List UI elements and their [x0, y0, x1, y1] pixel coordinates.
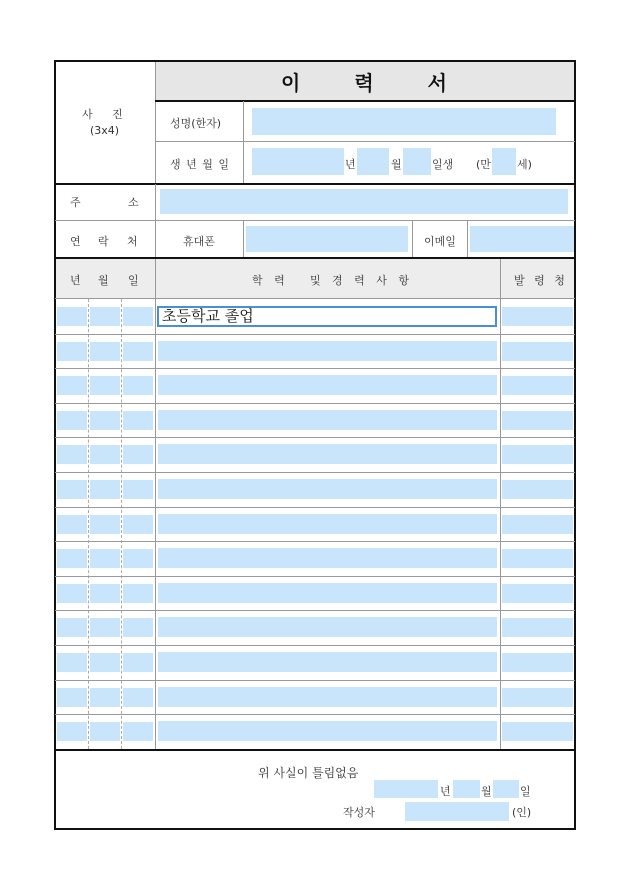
row-history-input-active[interactable]: 초등학교 졸업	[157, 306, 497, 327]
title-char-2: 력	[354, 70, 376, 95]
writer-field[interactable]	[405, 802, 509, 821]
row-month-field[interactable]	[90, 376, 120, 395]
row-year-field[interactable]	[57, 653, 87, 672]
row-year-field[interactable]	[57, 480, 87, 499]
birth-day-field[interactable]	[403, 148, 431, 175]
row-month-field[interactable]	[90, 688, 120, 707]
divider	[55, 183, 575, 185]
birth-label: 생 년 월 일	[170, 158, 230, 171]
row-day-field[interactable]	[123, 480, 153, 499]
header-month: 월	[98, 274, 109, 287]
row-issuer-field[interactable]	[502, 411, 573, 430]
divider	[243, 101, 244, 184]
row-issuer-field[interactable]	[502, 342, 573, 361]
row-divider	[55, 334, 575, 335]
row-divider	[55, 610, 575, 611]
birth-year-field[interactable]	[252, 148, 344, 175]
header-history-1: 학 력	[252, 274, 289, 287]
row-year-field[interactable]	[57, 688, 87, 707]
row-history-field[interactable]	[158, 583, 497, 603]
row-history-field[interactable]	[158, 652, 497, 672]
row-year-field[interactable]	[57, 307, 87, 326]
photo-label: 사 진	[82, 108, 131, 121]
email-label: 이메일	[424, 235, 456, 248]
row-month-field[interactable]	[90, 342, 120, 361]
row-day-field[interactable]	[123, 653, 153, 672]
row-history-field[interactable]	[158, 721, 497, 741]
row-day-field[interactable]	[123, 307, 153, 326]
divider	[155, 259, 156, 749]
divider	[412, 221, 413, 258]
mobile-label: 휴대폰	[183, 235, 215, 248]
row-day-field[interactable]	[123, 445, 153, 464]
row-divider	[55, 680, 575, 681]
row-year-field[interactable]	[57, 549, 87, 568]
row-issuer-field[interactable]	[502, 722, 573, 741]
sign-month-unit: 월	[481, 785, 492, 798]
divider	[121, 299, 122, 749]
divider	[55, 298, 575, 299]
contact-label-2: 락	[98, 235, 109, 248]
row-year-field[interactable]	[57, 584, 87, 603]
address-label-2: 소	[128, 196, 139, 209]
sign-year-unit: 년	[440, 785, 451, 798]
name-label: 성명(한자)	[170, 117, 222, 130]
age-field[interactable]	[492, 148, 516, 175]
row-history-field[interactable]	[158, 444, 497, 464]
row-day-field[interactable]	[123, 411, 153, 430]
sign-year-field[interactable]	[374, 780, 438, 798]
sign-day-field[interactable]	[493, 780, 519, 798]
row-day-field[interactable]	[123, 515, 153, 534]
age-open: (만	[476, 158, 491, 171]
row-history-field[interactable]	[158, 341, 497, 361]
row-history-field[interactable]	[158, 514, 497, 534]
seal-label: (인)	[512, 806, 532, 819]
row-issuer-field[interactable]	[502, 376, 573, 395]
statement: 위 사실이 틀림없음	[258, 766, 359, 780]
row-day-field[interactable]	[123, 688, 153, 707]
header-history-2: 및	[310, 274, 321, 287]
row-day-field[interactable]	[123, 376, 153, 395]
row-divider	[55, 576, 575, 577]
row-month-field[interactable]	[90, 307, 120, 326]
row-issuer-field[interactable]	[502, 480, 573, 499]
sign-month-field[interactable]	[453, 780, 480, 798]
title-char-1: 이	[281, 70, 303, 95]
row-month-field[interactable]	[90, 584, 120, 603]
header-issuer: 발 령 청	[514, 274, 568, 287]
row-day-field[interactable]	[123, 722, 153, 741]
row-year-field[interactable]	[57, 618, 87, 637]
header-year: 년	[70, 274, 81, 287]
row-year-field[interactable]	[57, 411, 87, 430]
row-divider	[55, 541, 575, 542]
row-year-field[interactable]	[57, 445, 87, 464]
divider	[467, 221, 468, 258]
writer-label: 작성자	[343, 806, 375, 819]
row-divider	[55, 714, 575, 715]
row-history-field[interactable]	[158, 375, 497, 395]
photo-size: (3x4)	[90, 124, 120, 137]
row-divider	[55, 507, 575, 508]
row-history-field[interactable]	[158, 548, 497, 568]
birth-year-unit: 년	[345, 158, 356, 171]
row-issuer-field[interactable]	[502, 618, 573, 637]
header-day: 일	[128, 274, 139, 287]
divider	[88, 299, 89, 749]
row-month-field[interactable]	[90, 480, 120, 499]
divider	[243, 221, 244, 258]
divider	[155, 141, 575, 142]
sign-day-unit: 일	[520, 785, 531, 798]
row-divider	[55, 368, 575, 369]
row-month-field[interactable]	[90, 445, 120, 464]
row-issuer-field[interactable]	[502, 653, 573, 672]
row-issuer-field[interactable]	[502, 688, 573, 707]
row-issuer-field[interactable]	[502, 445, 573, 464]
row-day-field[interactable]	[123, 584, 153, 603]
header-history-3: 경 력 사 항	[332, 274, 413, 287]
row-day-field[interactable]	[123, 342, 153, 361]
row-divider	[55, 403, 575, 404]
divider	[155, 100, 575, 102]
email-field[interactable]	[470, 226, 574, 252]
row-issuer-field[interactable]	[502, 515, 573, 534]
row-year-field[interactable]	[57, 722, 87, 741]
row-day-field[interactable]	[123, 618, 153, 637]
divider	[155, 62, 156, 184]
row-month-field[interactable]	[90, 653, 120, 672]
row-issuer-field[interactable]	[502, 549, 573, 568]
row-month-field[interactable]	[90, 618, 120, 637]
age-close: 세)	[517, 158, 532, 171]
row-divider	[55, 437, 575, 438]
row-month-field[interactable]	[90, 722, 120, 741]
row-history-field[interactable]	[158, 479, 497, 499]
mobile-field[interactable]	[246, 226, 408, 252]
row-divider	[55, 645, 575, 646]
name-field[interactable]	[252, 108, 556, 135]
row-issuer-field[interactable]	[502, 584, 573, 603]
address-field[interactable]	[160, 189, 568, 214]
row-history-field[interactable]	[158, 617, 497, 637]
address-label-1: 주	[70, 196, 81, 209]
row-history-field[interactable]	[158, 687, 497, 707]
birth-month-field[interactable]	[357, 148, 389, 175]
form-title	[156, 62, 574, 100]
divider	[500, 259, 501, 749]
birth-day-unit: 일생	[432, 158, 454, 171]
row-year-field[interactable]	[57, 376, 87, 395]
divider	[55, 220, 575, 221]
title-char-3: 서	[427, 70, 449, 95]
row-month-field[interactable]	[90, 549, 120, 568]
row-issuer-field[interactable]	[502, 307, 573, 326]
row-month-field[interactable]	[90, 515, 120, 534]
row-history-field[interactable]	[158, 410, 497, 430]
row-day-field[interactable]	[123, 549, 153, 568]
contact-label-3: 처	[127, 235, 138, 248]
row-divider	[55, 472, 575, 473]
birth-month-unit: 월	[391, 158, 402, 171]
contact-label-1: 연	[70, 235, 81, 248]
row-year-field[interactable]	[57, 515, 87, 534]
divider	[55, 749, 575, 751]
row-year-field[interactable]	[57, 342, 87, 361]
divider	[155, 184, 156, 258]
row-month-field[interactable]	[90, 411, 120, 430]
